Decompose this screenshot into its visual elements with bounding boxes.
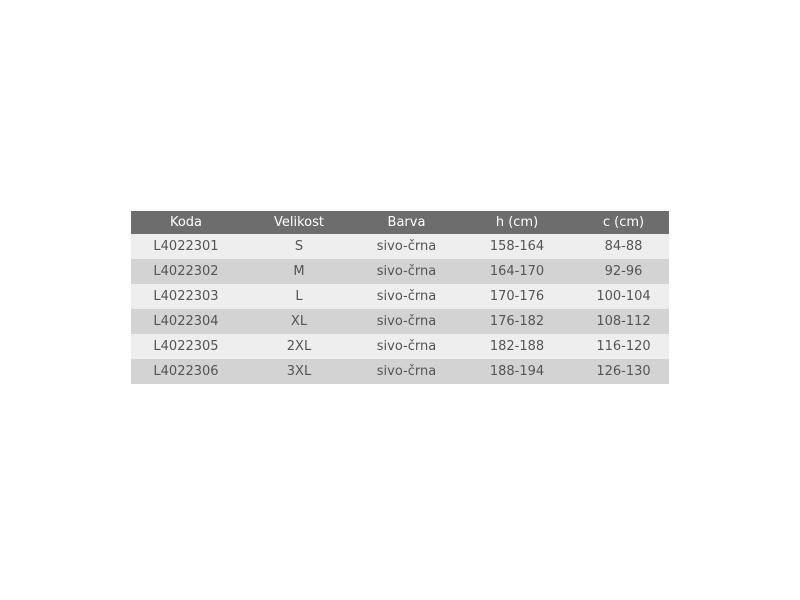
- cell-barva: sivo-črna: [357, 359, 456, 384]
- cell-h-cm: 158-164: [456, 234, 578, 259]
- header-barva: Barva: [357, 211, 456, 234]
- cell-h-cm: 182-188: [456, 334, 578, 359]
- cell-koda: L4022301: [131, 234, 241, 259]
- cell-koda: L4022303: [131, 284, 241, 309]
- cell-c-cm: 116-120: [578, 334, 669, 359]
- cell-h-cm: 176-182: [456, 309, 578, 334]
- header-h-cm: h (cm): [456, 211, 578, 234]
- size-table: [131, 211, 669, 384]
- table-row: [131, 259, 669, 284]
- cell-koda: L4022306: [131, 359, 241, 384]
- cell-velikost: XL: [241, 309, 357, 334]
- cell-h-cm: 188-194: [456, 359, 578, 384]
- table-row: [131, 309, 669, 334]
- cell-barva: sivo-črna: [357, 284, 456, 309]
- cell-c-cm: 108-112: [578, 309, 669, 334]
- cell-koda: L4022302: [131, 259, 241, 284]
- cell-velikost: S: [241, 234, 357, 259]
- cell-velikost: 3XL: [241, 359, 357, 384]
- cell-barva: sivo-črna: [357, 234, 456, 259]
- cell-koda: L4022304: [131, 309, 241, 334]
- table-header-row: [131, 211, 669, 234]
- header-koda: Koda: [131, 211, 241, 234]
- table-row: [131, 359, 669, 384]
- cell-barva: sivo-črna: [357, 334, 456, 359]
- header-velikost: Velikost: [241, 211, 357, 234]
- cell-barva: sivo-črna: [357, 259, 456, 284]
- header-c-cm: c (cm): [578, 211, 669, 234]
- cell-c-cm: 84-88: [578, 234, 669, 259]
- cell-c-cm: 100-104: [578, 284, 669, 309]
- cell-h-cm: 164-170: [456, 259, 578, 284]
- cell-h-cm: 170-176: [456, 284, 578, 309]
- table-row: [131, 234, 669, 259]
- cell-c-cm: 126-130: [578, 359, 669, 384]
- cell-c-cm: 92-96: [578, 259, 669, 284]
- cell-velikost: 2XL: [241, 334, 357, 359]
- cell-barva: sivo-črna: [357, 309, 456, 334]
- table-row: [131, 334, 669, 359]
- cell-velikost: M: [241, 259, 357, 284]
- table-row: [131, 284, 669, 309]
- cell-velikost: L: [241, 284, 357, 309]
- cell-koda: L4022305: [131, 334, 241, 359]
